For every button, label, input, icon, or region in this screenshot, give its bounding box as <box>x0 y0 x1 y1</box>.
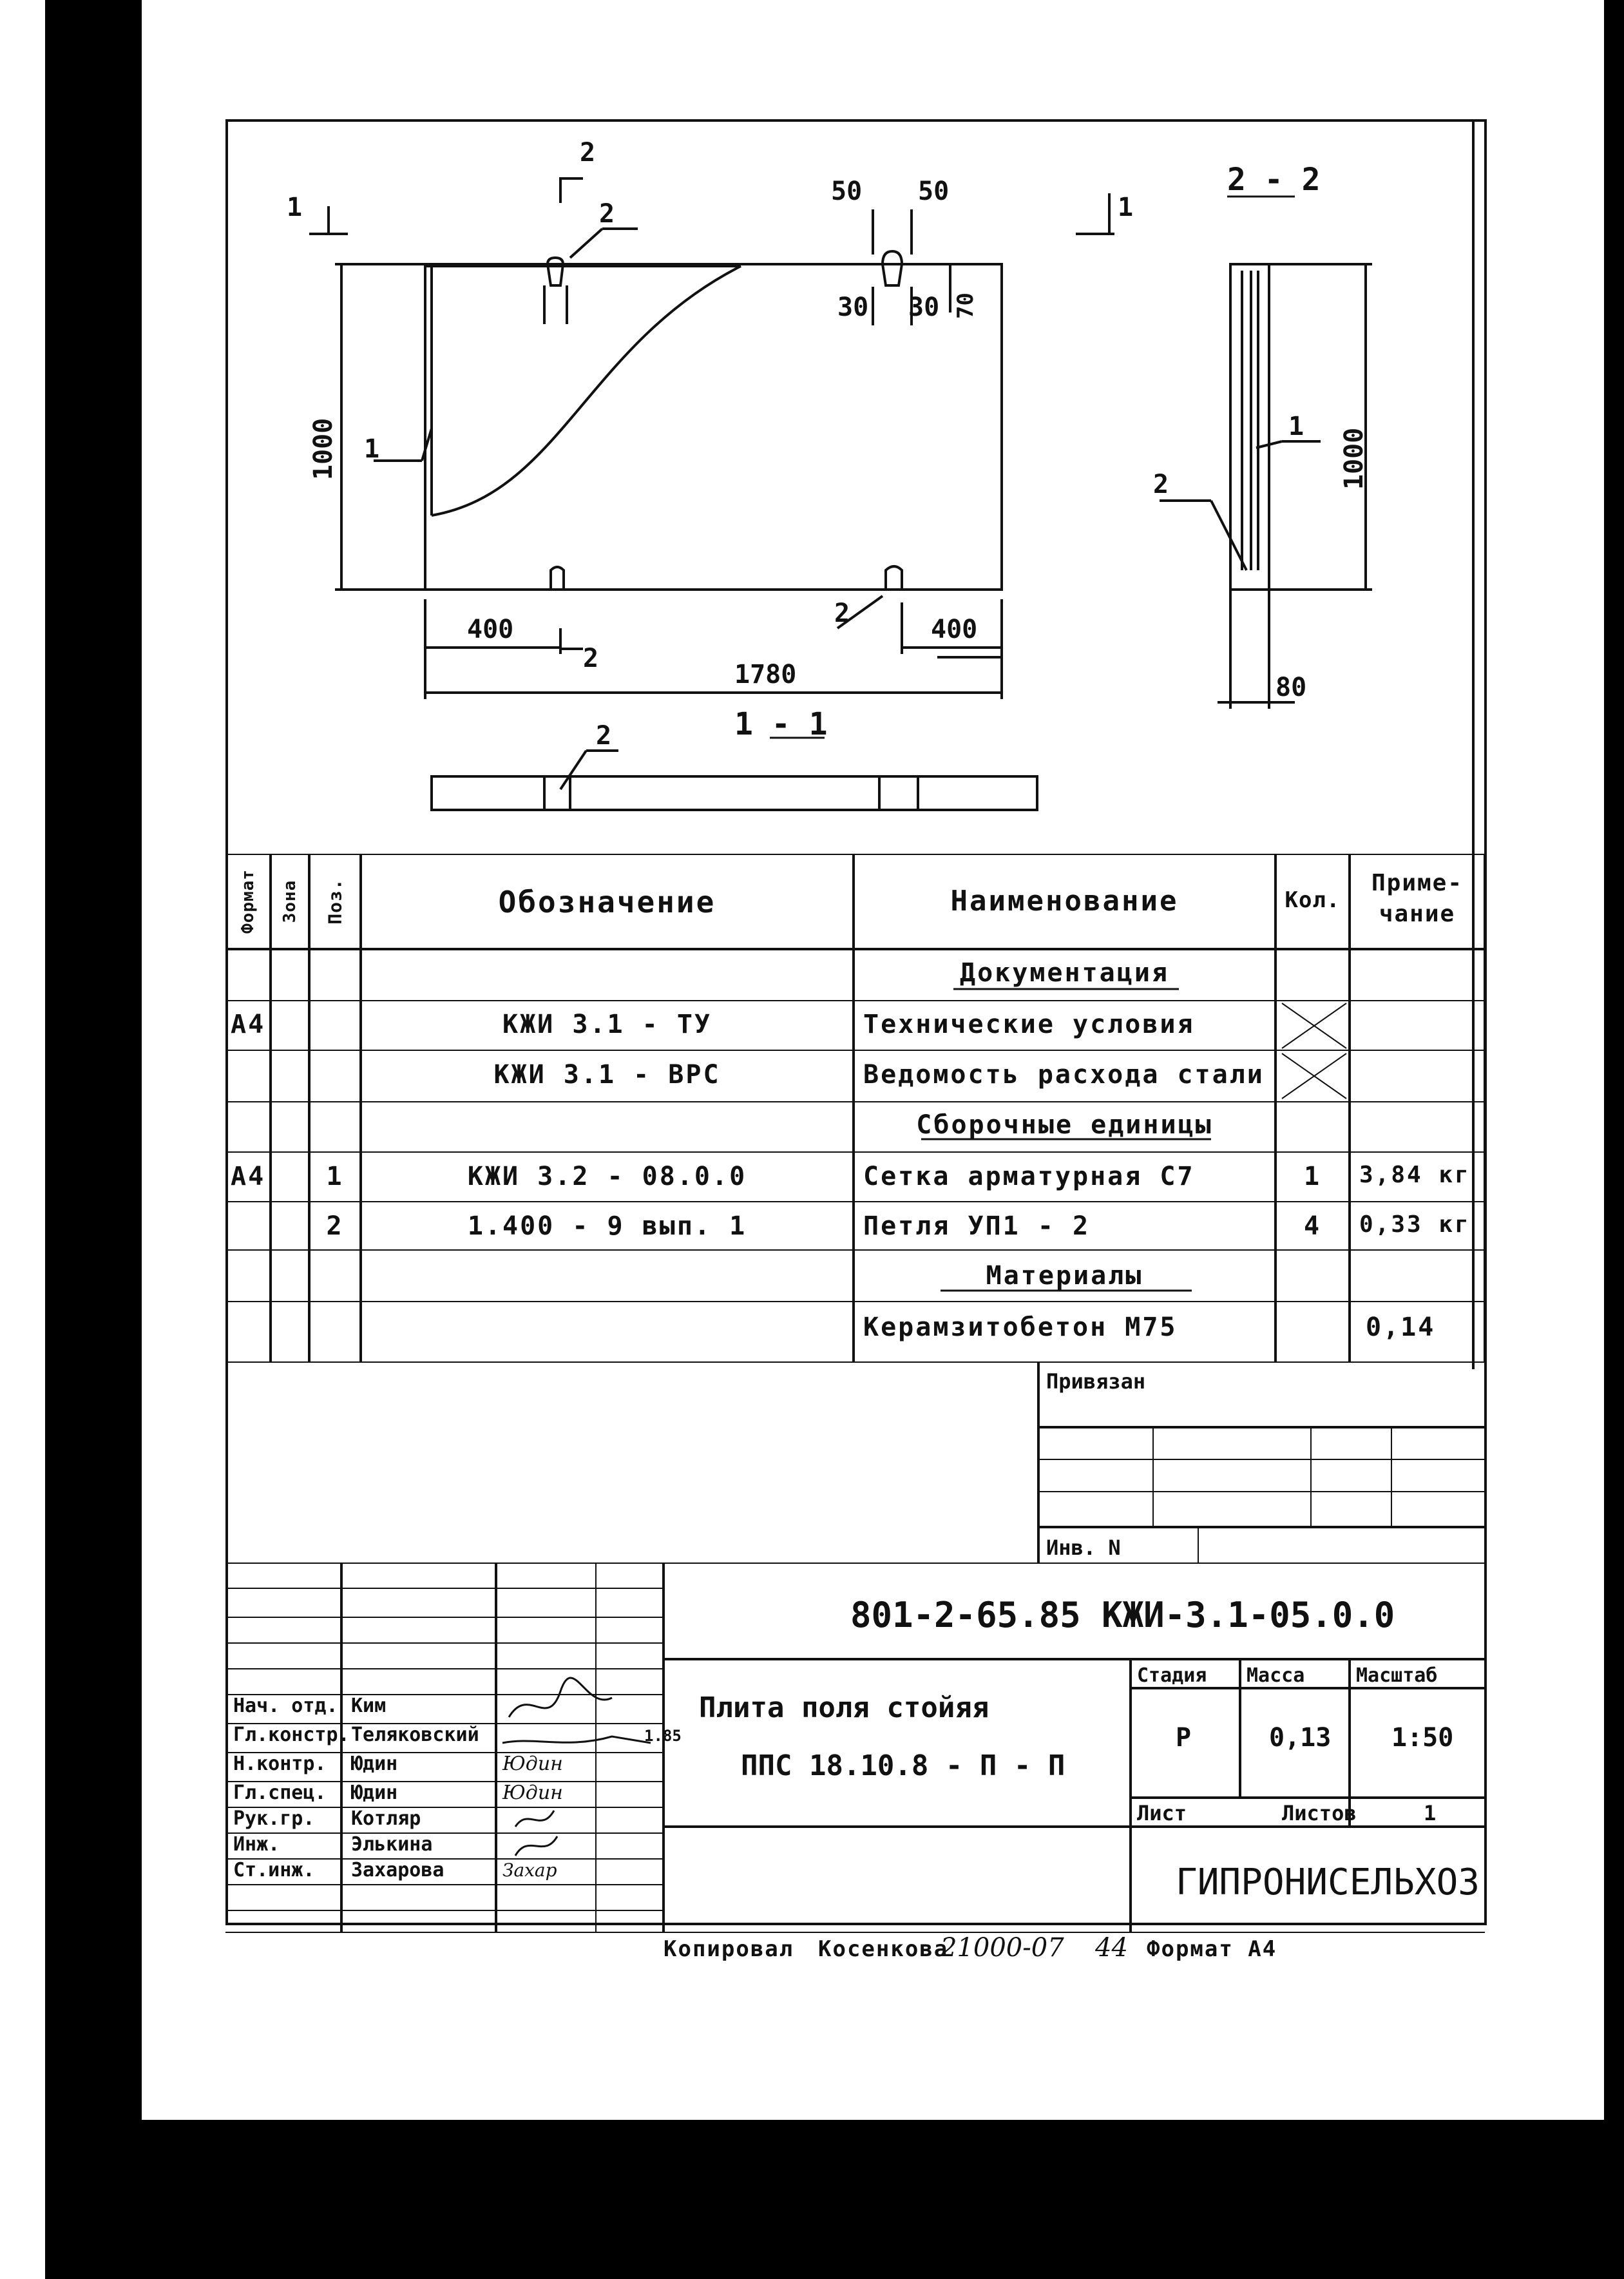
row-qty: 1 <box>1303 1162 1322 1191</box>
dim-loop-depth: 70 <box>953 293 979 319</box>
loop-bottom-right <box>886 566 902 590</box>
cut-label-2-bottom: 2 <box>583 644 599 673</box>
loop-bottom-left <box>551 567 564 590</box>
footer-n2: 44 <box>1095 1933 1128 1963</box>
stage-label: Стадия <box>1137 1664 1207 1687</box>
footer-number: 21000-07 <box>941 1933 1064 1963</box>
row-name: Ведомость расхода стали <box>863 1060 1265 1090</box>
signature-stroke <box>515 1811 554 1827</box>
spec-table <box>225 854 1485 1363</box>
header-qty: Кол. <box>1285 887 1341 913</box>
row-format: А4 <box>231 1010 266 1039</box>
pos-label: 2 <box>596 721 612 751</box>
cut-label-1-right: 1 <box>1118 193 1134 222</box>
row-note: 3,84 кг <box>1359 1162 1471 1188</box>
row-designation: КЖИ 3.1 - ВРС <box>493 1060 721 1090</box>
row-designation: 1.400 - 9 вып. 1 <box>467 1211 747 1241</box>
footer-copier: Косенкова <box>818 1936 949 1962</box>
row-designation: КЖИ 3.2 - 08.0.0 <box>467 1162 747 1191</box>
row-pos: 1 <box>326 1162 344 1191</box>
organization-name: ГИПРОНИСЕЛЬХОЗ <box>1176 1861 1480 1903</box>
signature-stroke <box>502 1736 651 1743</box>
footer-copied-label: Копировал <box>664 1936 794 1962</box>
loop-top-right <box>883 251 902 285</box>
loop-top-left <box>548 258 563 285</box>
scale-label: Масштаб <box>1356 1664 1438 1687</box>
cut-label-1-left: 1 <box>287 193 303 222</box>
section-title-2-2: 2 - 2 <box>1227 162 1321 198</box>
row-name: Петля УП1 - 2 <box>863 1211 1091 1241</box>
mass-label: Масса <box>1247 1664 1305 1687</box>
name-label: Юдин <box>351 1753 398 1775</box>
date-label: 1.85 <box>644 1727 682 1745</box>
dim-loop-gap-b: 30 <box>908 293 940 322</box>
row-name: Сетка арматурная С7 <box>863 1162 1195 1191</box>
name-label: Элькина <box>351 1833 433 1856</box>
cutaway-curve <box>432 266 741 515</box>
dim-width-total: 1780 <box>734 660 797 689</box>
signature: Юдин <box>502 1782 563 1804</box>
role-label: Н.контр. <box>233 1753 327 1775</box>
header-designation: Обозначение <box>498 885 716 919</box>
row-name: Технические условия <box>863 1010 1195 1039</box>
row-note: 0,14 <box>1366 1313 1436 1342</box>
pos-label: 2 <box>599 199 615 229</box>
cut-label-2-top: 2 <box>580 138 596 168</box>
row-pos: 2 <box>326 1211 344 1241</box>
binding-title: Привязан <box>1046 1369 1146 1394</box>
name-label: Ким <box>351 1695 387 1717</box>
dim-loop-gap-a: 30 <box>837 293 869 322</box>
inventory-number-label: Инв. N <box>1046 1535 1121 1560</box>
scan-border-left <box>0 0 142 2279</box>
section-documentation: Документация <box>960 958 1169 988</box>
signature: Захар <box>502 1860 557 1881</box>
signature: Юдин <box>502 1753 563 1775</box>
row-name: Керамзитобетон М75 <box>863 1313 1178 1342</box>
header-name: Наименование <box>950 885 1179 918</box>
section-1-1-outline <box>432 776 1037 810</box>
name-label: Теляковский <box>351 1724 479 1746</box>
dim-edge-right: 400 <box>931 615 978 644</box>
dim-loop-w-b: 50 <box>918 177 950 206</box>
header-zone: Зона <box>280 880 300 923</box>
role-label: Гл.спец. <box>233 1782 327 1804</box>
row-designation: КЖИ 3.1 - ТУ <box>502 1010 712 1039</box>
product-mark: ППС 18.10.8 - П - П <box>741 1749 1065 1782</box>
row-format: А4 <box>231 1162 266 1191</box>
row-note: 0,33 кг <box>1359 1211 1471 1238</box>
dim-height: 1000 <box>309 418 338 480</box>
row-qty: 4 <box>1303 1211 1322 1241</box>
dim-thickness: 80 <box>1275 673 1307 702</box>
mass-value: 0,13 <box>1269 1723 1332 1753</box>
scan-border-right <box>1604 0 1624 2126</box>
role-label: Ст.инж. <box>233 1859 315 1881</box>
name-label: Захарова <box>351 1859 444 1881</box>
role-label: Нач. отд. <box>233 1695 338 1717</box>
header-note: Приме-чание <box>1371 870 1464 927</box>
sheets-value: 1 <box>1424 1801 1437 1825</box>
section-assembly-units: Сборочные единицы <box>916 1110 1213 1140</box>
role-label: Гл.констр. <box>233 1724 350 1746</box>
header-pos: Поз. <box>324 878 346 925</box>
dim-loop-w-a: 50 <box>831 177 863 206</box>
panel-drawing <box>225 119 1482 854</box>
dim-edge-left: 400 <box>467 615 514 644</box>
document-code: 801-2-65.85 КЖИ-3.1-05.0.0 <box>850 1595 1395 1635</box>
title-block <box>225 1563 1485 1933</box>
role-label: Рук.гр. <box>233 1807 315 1830</box>
product-name: Плита поля стойяя <box>699 1691 989 1724</box>
pos-label: 1 <box>364 434 380 464</box>
pos-label: 1 <box>1288 412 1304 441</box>
dim-height-side: 1000 <box>1339 427 1369 490</box>
section-materials: Материалы <box>986 1261 1143 1291</box>
footer-format: Формат А4 <box>1147 1936 1277 1962</box>
name-label: Юдин <box>351 1782 398 1804</box>
scale-value: 1:50 <box>1391 1723 1454 1753</box>
binding-block <box>1037 1363 1485 1563</box>
section-title-1-1: 1 - 1 <box>734 706 828 742</box>
pos-label: 2 <box>1153 470 1169 499</box>
pos-label: 2 <box>834 599 850 628</box>
sheets-label: Листов <box>1282 1801 1357 1825</box>
name-label: Котляр <box>351 1807 421 1830</box>
sheet-label: Лист <box>1137 1801 1187 1825</box>
signature-stroke <box>515 1836 557 1856</box>
role-label: Инж. <box>233 1833 280 1856</box>
scan-border-bottom <box>129 2120 1624 2279</box>
header-format: Формат <box>238 869 258 934</box>
stage-value: Р <box>1176 1723 1192 1753</box>
